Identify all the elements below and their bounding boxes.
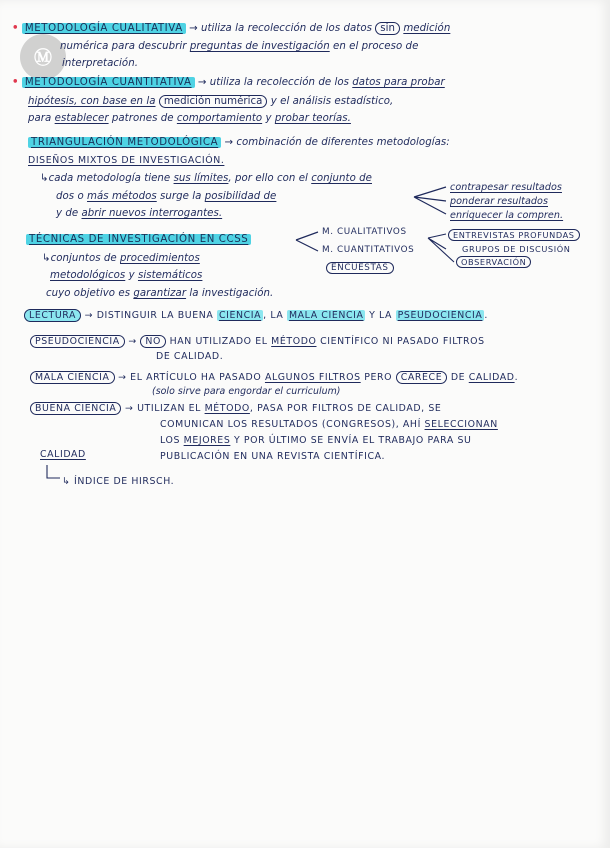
cuantitativa-line-1 xyxy=(12,76,445,89)
arrow-icon: → xyxy=(197,77,207,88)
calidad-heading: CALIDAD xyxy=(40,449,86,460)
tecnicas-text-b: y xyxy=(128,270,135,281)
tecnicas-underline-sistematicos: sistemáticos xyxy=(137,270,203,281)
mala-ciencia-underline-filtros: ALGUNOS FILTROS xyxy=(264,372,361,383)
lectura-text-b: , LA xyxy=(263,310,284,321)
tecnicas-underline-metodologicos: metodológicos xyxy=(50,270,126,281)
mala-ciencia-text-d: . xyxy=(514,372,519,383)
calidad-corner xyxy=(47,465,60,478)
cualitativa-line-2 xyxy=(60,40,418,53)
triangulacion-underline-posibilidad: posibilidad de xyxy=(204,191,277,202)
arrow-icon: → xyxy=(224,137,234,148)
cuantitativa-text-f: y xyxy=(265,113,272,124)
triangulacion-text-c: dos o xyxy=(56,191,84,202)
lectura-text-d: . xyxy=(484,310,488,321)
pseudociencia-text-b: CIENTÍFICO NI PASADO FILTROS xyxy=(320,336,485,347)
pseudociencia-no-oval: NO xyxy=(140,335,166,348)
mala-ciencia-oval-carece: CARECE xyxy=(396,371,447,384)
pseudociencia-line-1 xyxy=(30,335,485,348)
encuestas-line xyxy=(326,262,394,275)
mala-ciencia-label: MALA CIENCIA xyxy=(30,371,115,384)
bullet-icon: • xyxy=(12,77,19,88)
cualitativa-title: METODOLOGÍA CUALITATIVA xyxy=(22,23,186,34)
cualitativa-oval-sin: sin xyxy=(375,22,400,35)
tecnicas-title-line xyxy=(26,233,251,246)
lectura-highlight-pseudociencia: PSEUDOCIENCIA xyxy=(397,310,483,321)
method-cuantitativos: M. CUANTITATIVOS xyxy=(322,245,415,255)
tech-observacion-oval: OBSERVACIÓN xyxy=(456,256,531,268)
option-enriquecer: enriquecer la compren. xyxy=(450,210,564,221)
cualitativa-text-d: en el proceso de xyxy=(333,41,419,52)
triangulacion-line-3 xyxy=(40,172,372,185)
pseudociencia-underline-metodo: MÉTODO xyxy=(271,336,317,347)
triangulacion-definition: combinación de diferentes metodologías: xyxy=(236,137,450,148)
cuantitativa-line-2 xyxy=(28,95,393,108)
cuantitativa-underline-establecer: establecer xyxy=(54,113,109,124)
calidad-item-hirsch: ↳ ÍNDICE DE HIRSCH. xyxy=(62,476,175,487)
triangulacion-text-d: surge la xyxy=(160,191,202,202)
cuantitativa-title: METODOLOGÍA CUANTITATIVA xyxy=(22,77,195,88)
arrow-icon: → xyxy=(84,310,94,321)
method-cualitativos: M. CUALITATIVOS xyxy=(322,227,407,237)
buena-ciencia-line-3 xyxy=(160,434,471,447)
disenos-mixtos-heading: DISEÑOS MIXTOS DE INVESTIGACIÓN. xyxy=(28,155,225,166)
cualitativa-underline-preguntas: preguntas de investigación xyxy=(189,41,330,52)
tecnicas-line-3 xyxy=(50,269,202,282)
triangulacion-underline-conjunto: conjunto de xyxy=(311,173,372,184)
mala-ciencia-text-b: PERO xyxy=(364,372,393,383)
cuantitativa-text-d: para xyxy=(28,113,52,124)
cualitativa-text-a: utiliza la recolección de los datos xyxy=(200,23,372,34)
cuantitativa-oval-medicion: medición numérica xyxy=(159,95,268,108)
mala-ciencia-line-2: (solo sirve para engordar el curriculum) xyxy=(152,386,341,397)
cuantitativa-underline-comportamiento: comportamiento xyxy=(176,113,263,124)
lectura-line xyxy=(24,309,488,322)
tech-entrevistas xyxy=(448,229,580,242)
cuantitativa-underline-datos: datos para probar xyxy=(352,77,445,88)
mala-ciencia-text-a: EL ARTÍCULO HA PASADO xyxy=(130,372,262,383)
lectura-highlight-mala-ciencia: MALA CIENCIA xyxy=(288,310,364,321)
pseudociencia-label: PSEUDOCIENCIA xyxy=(30,335,125,348)
cuantitativa-text-e: patrones de xyxy=(111,113,174,124)
mala-ciencia-underline-calidad: CALIDAD xyxy=(468,372,515,383)
mala-ciencia-text-c: DE xyxy=(450,372,466,383)
triangulacion-title: TRIANGULACIÓN METODOLÓGICA xyxy=(28,137,221,148)
buena-ciencia-text-c: COMUNICAN LOS RESULTADOS (CONGRESOS), AHÍ xyxy=(160,419,421,430)
branch-arrow-methods xyxy=(296,232,318,251)
pseudociencia-line-2: DE CALIDAD. xyxy=(156,351,224,362)
triangulacion-line-4 xyxy=(56,190,276,203)
triangulacion-underline-mas-metodos: más métodos xyxy=(87,191,157,202)
pseudociencia-text-a: HAN UTILIZADO EL xyxy=(169,336,268,347)
cuantitativa-text-a: utiliza la recolección de los xyxy=(209,77,349,88)
tech-grupos: GRUPOS DE DISCUSIÓN xyxy=(462,244,571,254)
tecnicas-text-c: cuyo objetivo es xyxy=(46,288,131,299)
lectura-text-c: Y LA xyxy=(369,310,393,321)
buena-ciencia-underline-seleccionan: SELECCIONAN xyxy=(424,419,498,430)
buena-ciencia-underline-metodo: MÉTODO xyxy=(204,403,250,414)
arrow-icon: → xyxy=(125,403,134,414)
tecnicas-underline-garantizar: garantizar xyxy=(133,288,187,299)
buena-ciencia-text-b: , PASA POR FILTROS DE CALIDAD, SE xyxy=(249,403,442,414)
buena-ciencia-line-4: PUBLICACIÓN EN UNA REVISTA CIENTÍFICA. xyxy=(160,451,386,462)
tecnicas-underline-procedimientos: procedimientos xyxy=(120,253,200,264)
tecnicas-text-d: la investigación. xyxy=(189,288,274,299)
triangulacion-underline-abrir: abrir nuevos interrogantes. xyxy=(81,208,223,219)
buena-ciencia-text-e: Y POR ÚLTIMO SE ENVÍA EL TRABAJO PARA SU xyxy=(233,435,472,446)
cualitativa-text-b: medición xyxy=(403,23,451,34)
buena-ciencia-label: BUENA CIENCIA xyxy=(30,402,121,415)
buena-ciencia-text-a: UTILIZAN EL xyxy=(137,403,201,414)
encuestas-oval: ENCUESTAS xyxy=(326,262,394,274)
triangulacion-underline-limites: sus límites xyxy=(173,173,229,184)
buena-ciencia-line-1 xyxy=(30,402,441,415)
cualitativa-text-c: numérica para descubrir xyxy=(60,41,187,52)
logo-glyph-icon: Ⓜ xyxy=(34,48,52,69)
cualitativa-line-3: interpretación. xyxy=(62,58,139,69)
arrow-icon: → xyxy=(189,23,198,34)
buena-ciencia-line-2 xyxy=(160,418,498,431)
tecnicas-title: TÉCNICAS DE INVESTIGACIÓN EN CCSS xyxy=(26,234,251,245)
tecnicas-line-4 xyxy=(46,287,273,300)
mala-ciencia-line-1 xyxy=(30,371,518,384)
triangulacion-line-5 xyxy=(56,207,222,220)
lectura-label: LECTURA xyxy=(24,309,81,322)
lectura-highlight-ciencia: CIENCIA xyxy=(218,310,262,321)
option-contrapesar: contrapesar resultados xyxy=(450,182,562,193)
arrow-icon: → xyxy=(118,372,127,383)
triangulacion-text-b: , por ello con el xyxy=(228,173,308,184)
option-ponderar: ponderar resultados xyxy=(450,196,548,207)
cualitativa-line-1 xyxy=(12,22,450,35)
tecnicas-line-2 xyxy=(42,252,200,265)
bullet-icon: • xyxy=(12,23,19,34)
cuantitativa-text-c: y el análisis estadístico, xyxy=(270,96,394,107)
branch-arrow-options xyxy=(414,187,446,214)
cuantitativa-underline-probar: probar teorías. xyxy=(274,113,351,124)
triangulacion-line-1 xyxy=(28,136,450,149)
lectura-text-a: DISTINGUIR LA BUENA xyxy=(96,310,214,321)
tech-entrevistas-oval: ENTREVISTAS PROFUNDAS xyxy=(448,229,580,241)
buena-ciencia-text-d: LOS xyxy=(160,435,181,446)
cuantitativa-text-b: hipótesis, con base en la xyxy=(28,96,156,107)
triangulacion-text-a: ↳cada metodología tiene xyxy=(40,173,171,184)
tecnicas-text-a: ↳conjuntos de xyxy=(42,253,117,264)
buena-ciencia-underline-mejores: MEJORES xyxy=(183,435,231,446)
arrow-icon: → xyxy=(128,336,137,347)
triangulacion-text-e: y de xyxy=(56,208,79,219)
cuantitativa-line-3 xyxy=(28,112,351,125)
tech-observacion xyxy=(456,256,531,269)
